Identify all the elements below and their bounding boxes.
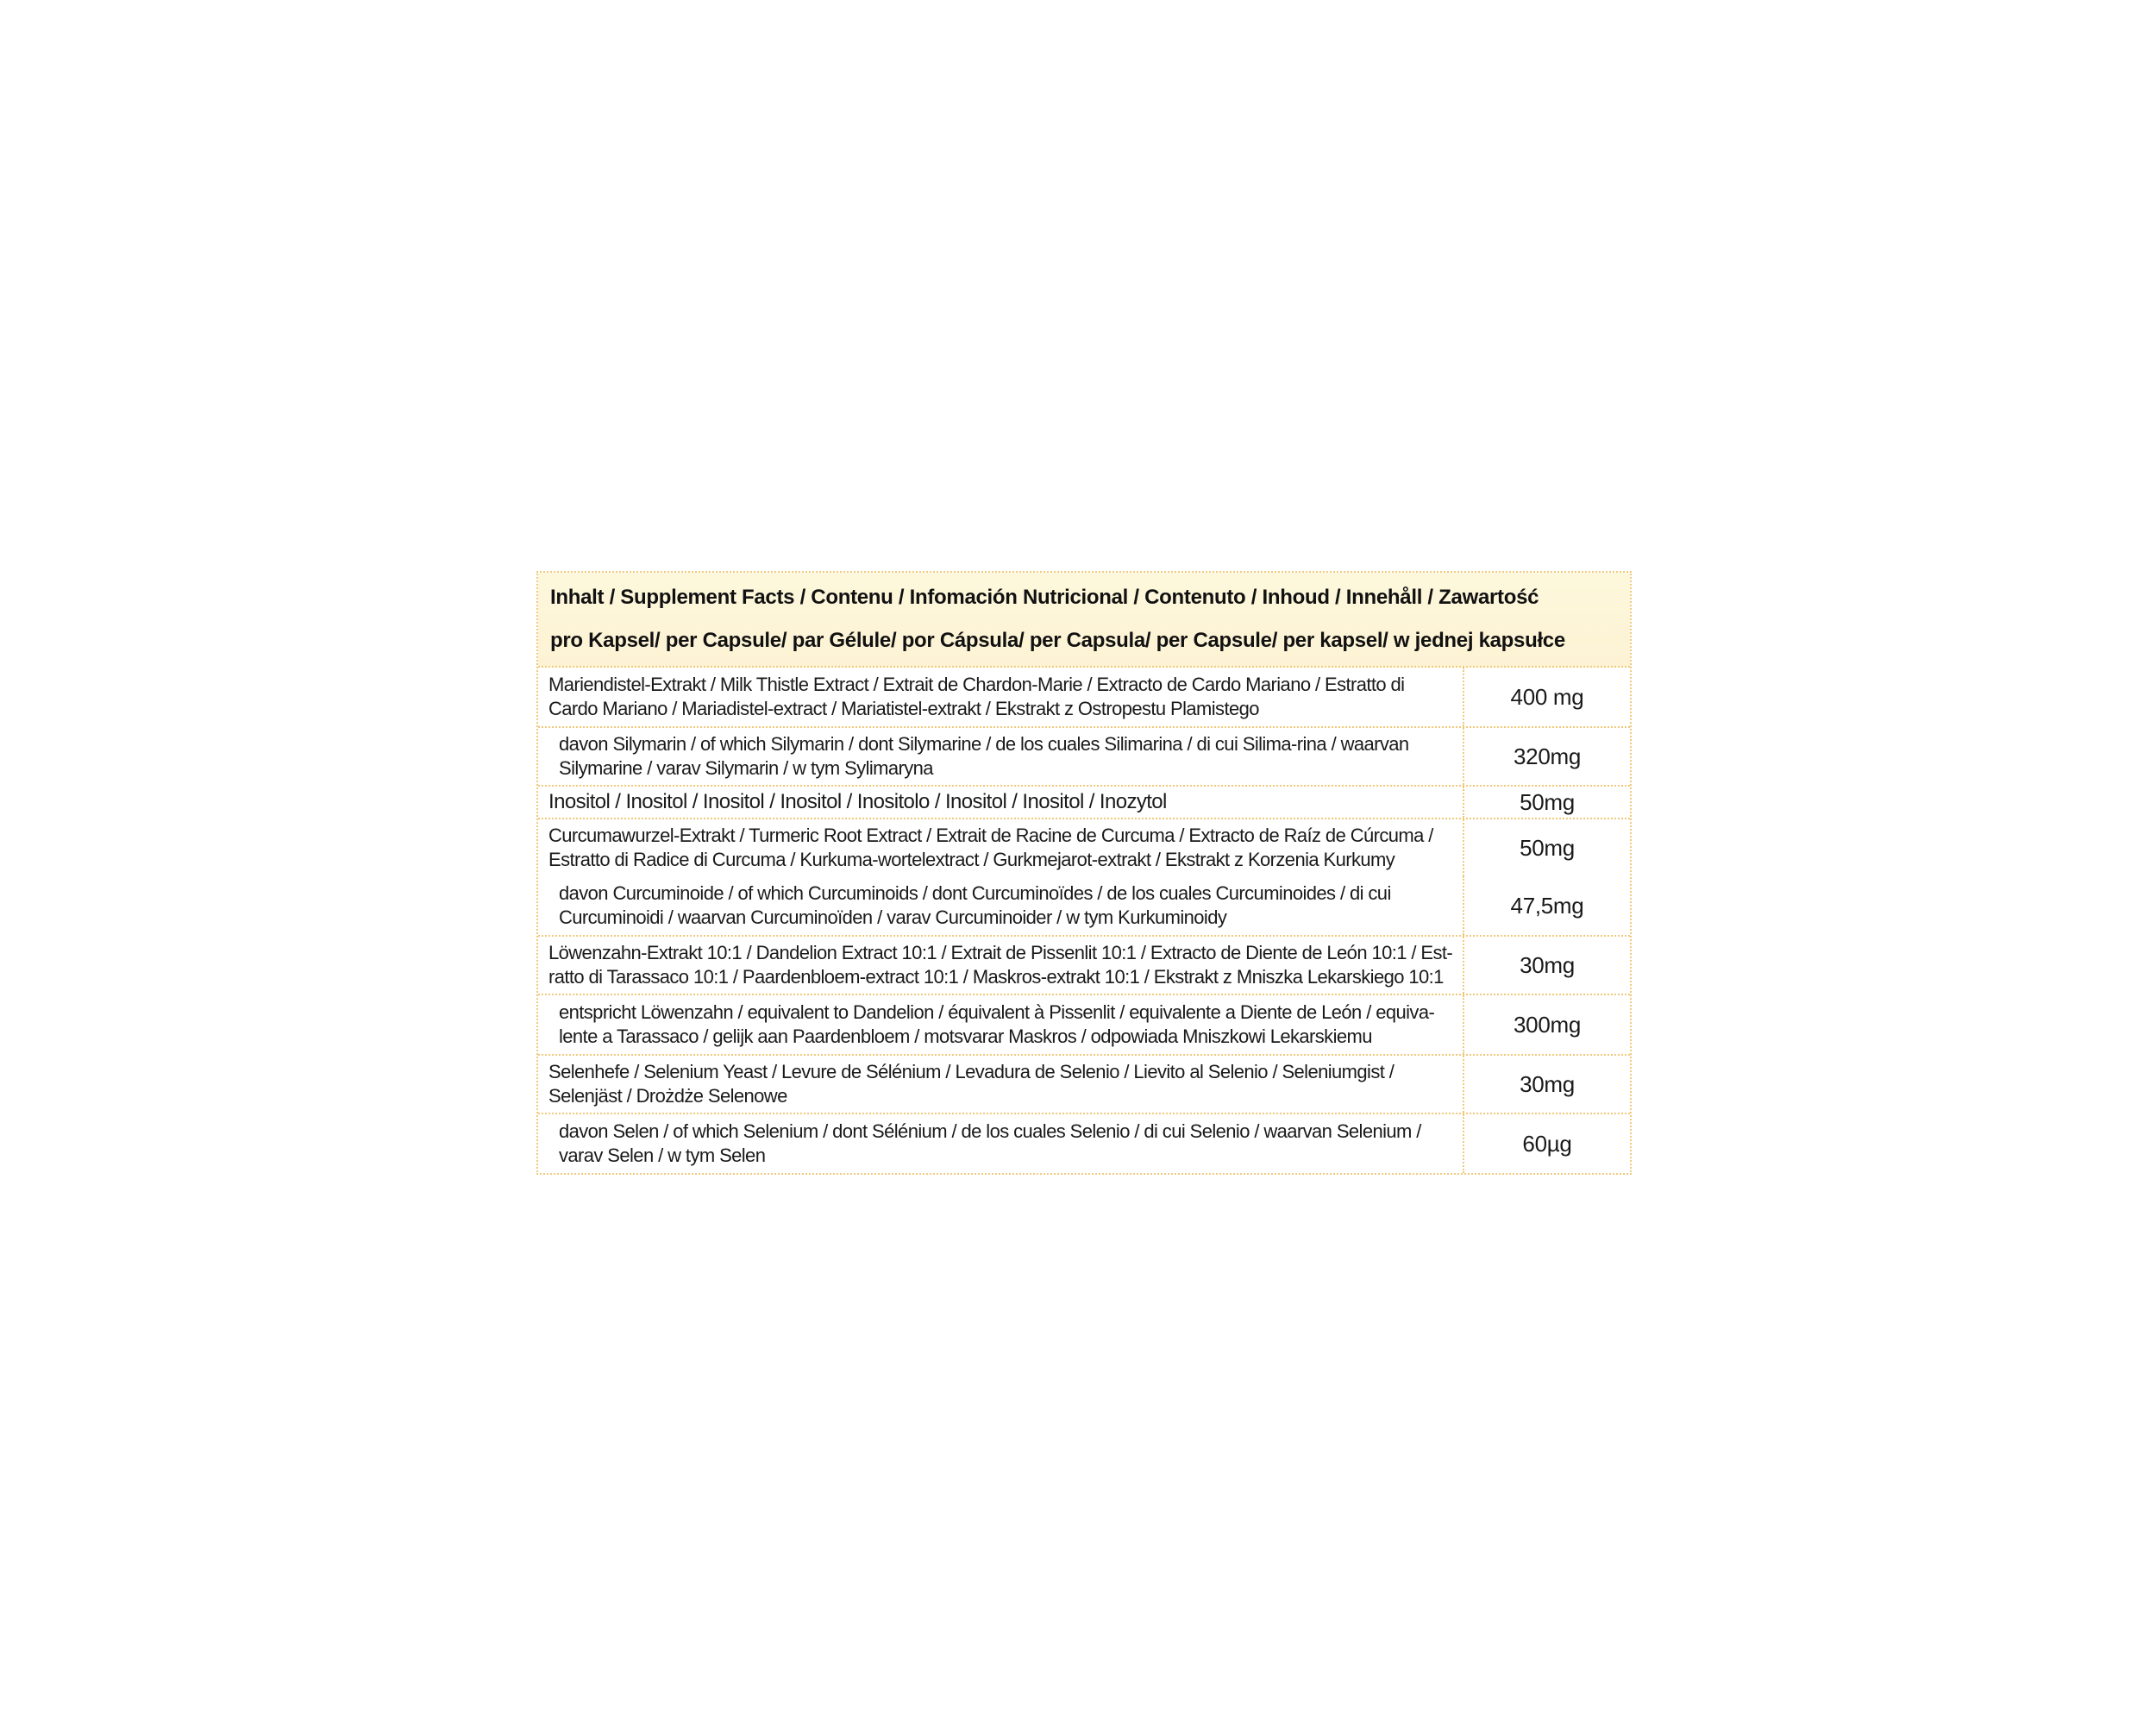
ingredient-name: davon Silymarin / of which Silymarin / dont Silymarine / de los cuales Silimarina / di cui Silima-rina / waarvan Silymarine / varav Silymarin / w tym Sylimaryna [538, 728, 1464, 785]
table-row [538, 668, 1630, 728]
ingredient-amount: 300mg [1514, 1011, 1581, 1038]
ingredient-name: entspricht Löwenzahn / equivalent to Dandelion / équivalent à Pissenlit / equivalente a Diente de León / equiva-lente a Tarassaco / gelijk aan Paardenbloem / motsvarar Maskros / odpowiada Mniszkowi Lekarskiemu [538, 995, 1464, 1054]
table-row [538, 1114, 1630, 1173]
table-header [538, 573, 1630, 668]
table-row [538, 876, 1630, 937]
ingredient-amount: 50mg [1520, 834, 1575, 861]
ingredient-amount: 320mg [1514, 743, 1581, 769]
ingredient-amount: 50mg [1520, 788, 1575, 815]
ingredient-name: Löwenzahn-Extrakt 10:1 / Dandelion Extract 10:1 / Extrait de Pissenlit 10:1 / Extracto de Diente de León 10:1 / Est-ratto di Tarassaco 10:1 / Paardenbloem-extract 10:1 / Maskros-extrakt 10:1 / Ekstrakt z Mniszka Lekarskiego 10:1 [538, 937, 1464, 994]
ingredient-amount: 30mg [1520, 1070, 1575, 1097]
ingredient-name: Selenhefe / Selenium Yeast / Levure de Sélénium / Levadura de Selenio / Lievito al Selenio / Seleniumgist / Selenjäst / Drożdże Selenowe [538, 1056, 1464, 1113]
ingredient-name: Inositol / Inositol / Inositol / Inositol / Inositolo / Inositol / Inositol / Inozytol [538, 787, 1464, 818]
table-row [538, 995, 1630, 1056]
header-serving: pro Kapsel/ per Capsule/ par Gélule/ por Cápsula/ per Capsula/ per Capsule/ per kapsel/ w jednej kapsułce [550, 629, 1565, 652]
table-row [538, 937, 1630, 995]
table-row [538, 1056, 1630, 1114]
header-title: Inhalt / Supplement Facts / Contenu / Infomación Nutricional / Contenuto / Inhoud / Innehåll / Zawartość [550, 586, 1539, 609]
ingredient-name: davon Selen / of which Selenium / dont Sélénium / de los cuales Selenio / di cui Selenio / waarvan Selenium / varav Selen / w tym Selen [538, 1114, 1464, 1173]
ingredient-name: davon Curcuminoide / of which Curcuminoids / dont Curcuminoïdes / de los cuales Curcuminoides / di cui Curcuminoidi / waarvan Curcuminoïden / varav Curcuminoider / w tym Kurkuminoidy [538, 876, 1464, 935]
ingredient-amount: 30mg [1520, 951, 1575, 978]
table-row [538, 787, 1630, 819]
supplement-facts-table [536, 571, 1632, 1175]
table-row [538, 728, 1630, 787]
ingredient-amount: 400 mg [1510, 683, 1584, 710]
ingredient-amount: 60µg [1522, 1130, 1572, 1157]
ingredient-name: Mariendistel-Extrakt / Milk Thistle Extract / Extrait de Chardon-Marie / Extracto de Cardo Mariano / Estratto di Cardo Mariano / Mariadistel-extract / Mariatistel-extrakt / Ekstrakt z Ostropestu Plamistego [538, 668, 1464, 726]
ingredient-name: Curcumawurzel-Extrakt / Turmeric Root Extract / Extrait de Racine de Curcuma / Extracto de Raíz de Cúrcuma / Estratto di Radice di Curcuma / Kurkuma-wortelextract / Gurkmejarot-extrakt / Ekstrakt z Korzenia Kurkumy [538, 819, 1464, 876]
table-row [538, 819, 1630, 876]
ingredient-amount: 47,5mg [1510, 892, 1584, 919]
